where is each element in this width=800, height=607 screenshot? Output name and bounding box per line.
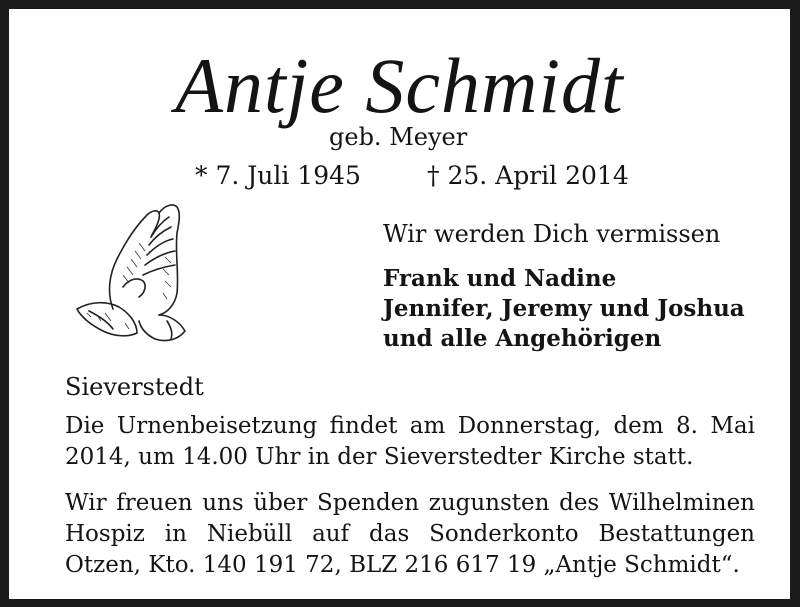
mourners-list xyxy=(383,264,745,354)
mourner-line: Frank und Nadine xyxy=(383,265,617,292)
mourner-line: und alle Angehörigen xyxy=(383,325,662,352)
maiden-name: geb. Meyer xyxy=(329,123,468,151)
mourner-line: Jennifer, Jeremy und Joshua xyxy=(383,295,745,322)
praying-hands-icon xyxy=(67,197,197,347)
death-date: † 25. April 2014 xyxy=(427,161,629,190)
farewell-line: Wir werden Dich vermissen xyxy=(383,220,721,248)
burial-announcement: Die Urnenbeisetzung findet am Donnerstag, dem 8. Mai 2014, um 14.00 Uhr in der Sieverstedter Kirche statt. xyxy=(65,413,755,470)
birth-date: * 7. Juli 1945 xyxy=(195,161,361,190)
donation-request: Wir freuen uns über Spenden zugunsten des Wilhelminen Hospiz in Niebüll auf das Sonderkonto Bestattungen Otzen, Kto. 140 191 72, BLZ 216 617 19 „Antje Schmidt“. xyxy=(65,490,755,578)
place-name: Sieverstedt xyxy=(65,373,204,401)
deceased-name: Antje Schmidt xyxy=(175,42,624,129)
